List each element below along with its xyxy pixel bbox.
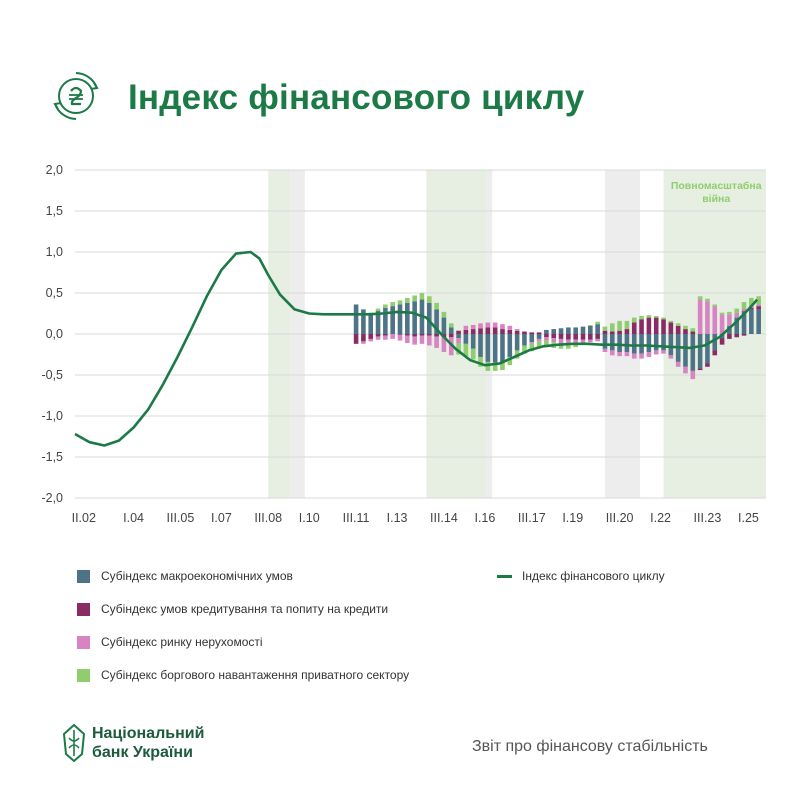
bar-macro <box>595 324 600 334</box>
y-tick-label: 1,0 <box>45 245 63 259</box>
bar-macro <box>405 303 410 334</box>
bar-credit <box>573 334 578 340</box>
y-tick-label: -2,0 <box>41 491 63 505</box>
bar-real_estate <box>595 339 600 341</box>
x-tick-label: III.20 <box>605 511 634 525</box>
bar-real_estate <box>632 354 637 359</box>
y-axis-ticks <box>41 163 63 505</box>
bar-credit <box>610 332 615 334</box>
bar-real_estate <box>734 313 739 318</box>
bar-debt <box>632 318 637 323</box>
bar-debt <box>691 328 696 331</box>
bar-real_estate <box>676 362 681 367</box>
bar-debt <box>588 325 593 326</box>
bar-credit <box>617 331 622 334</box>
bar-debt <box>442 312 447 318</box>
bar-macro <box>456 334 461 338</box>
bar-macro <box>478 334 483 357</box>
legend-item-index <box>497 569 665 583</box>
bar-credit <box>420 334 425 336</box>
bar-macro <box>398 304 403 334</box>
legend-swatch-index <box>497 575 512 578</box>
bar-credit <box>464 330 469 334</box>
bar-real_estate <box>610 350 615 355</box>
x-tick-label: I.10 <box>298 511 320 525</box>
bar-real_estate <box>669 355 674 358</box>
bar-real_estate <box>471 325 476 329</box>
y-tick-label: -1,0 <box>41 409 63 423</box>
report-title: Звіт про фінансову стабільність <box>472 738 708 755</box>
x-tick-label: III.17 <box>517 511 546 525</box>
x-tick-label: II.02 <box>71 511 96 525</box>
bar-debt <box>720 313 725 315</box>
y-tick-label: -0,5 <box>41 368 63 382</box>
nbu-name-line1: Національний <box>92 725 205 742</box>
bar-macro <box>412 301 417 334</box>
bar-debt <box>617 321 622 331</box>
bar-macro <box>639 334 644 354</box>
bar-debt <box>449 323 454 327</box>
bar-real_estate <box>537 339 542 341</box>
bar-real_estate <box>647 352 652 357</box>
bar-credit <box>486 327 491 334</box>
bar-credit <box>354 334 359 344</box>
war-annotation-line2: війна <box>702 193 731 205</box>
bar-credit <box>551 334 556 338</box>
bar-real_estate <box>456 338 461 343</box>
bar-credit <box>508 330 513 334</box>
bar-real_estate <box>705 301 710 334</box>
bar-credit <box>625 329 630 334</box>
bar-macro <box>647 334 652 352</box>
bar-real_estate <box>551 338 556 342</box>
x-tick-label: I.07 <box>210 511 232 525</box>
bar-real_estate <box>376 336 381 339</box>
bar-macro <box>756 309 761 334</box>
bar-credit <box>456 331 461 334</box>
legend-label-index: Індекс фінансового циклу <box>522 569 665 583</box>
bar-macro <box>617 334 622 352</box>
bar-real_estate <box>368 339 373 341</box>
bar-credit <box>661 319 666 334</box>
x-axis-ticks <box>72 511 759 525</box>
bar-real_estate <box>493 323 498 328</box>
bar-credit <box>720 338 725 345</box>
legend-item-real-estate <box>77 635 263 649</box>
bar-credit <box>529 332 534 334</box>
bar-real_estate <box>544 337 549 340</box>
y-tick-label: 1,5 <box>45 204 63 218</box>
legend-label-real-estate: Субіндекс ринку нерухомості <box>101 635 263 649</box>
bar-macro <box>493 334 498 363</box>
bar-real_estate <box>698 300 703 334</box>
y-tick-label: 0,0 <box>45 327 63 341</box>
bar-credit <box>449 334 454 337</box>
war-annotation-line1: Повномасштабна <box>670 180 762 192</box>
bar-credit <box>398 334 403 335</box>
bar-credit <box>376 334 381 336</box>
x-tick-label: I.13 <box>386 511 408 525</box>
x-tick-label: III.14 <box>430 511 458 525</box>
page-title: Індекс фінансового циклу <box>128 78 585 117</box>
legend-item-debt <box>77 668 409 682</box>
bar-debt <box>661 318 666 320</box>
bar-debt <box>705 299 710 301</box>
bar-macro <box>537 334 542 339</box>
bar-credit <box>742 334 747 336</box>
bar-credit <box>734 334 739 337</box>
bar-credit <box>383 334 388 336</box>
legend-swatch-real-estate <box>77 636 90 649</box>
bar-real_estate <box>500 324 505 329</box>
bar-real_estate <box>559 339 564 344</box>
bar-macro <box>683 334 688 367</box>
bar-credit <box>727 334 732 339</box>
x-tick-label: III.11 <box>342 511 370 525</box>
x-tick-label: III.23 <box>693 511 722 525</box>
legend-label-macro: Субіндекс макроекономічних умов <box>101 569 293 583</box>
bar-credit <box>434 334 439 336</box>
legend-swatch-macro <box>77 570 90 583</box>
bar-debt <box>486 362 491 371</box>
bar-real_estate <box>588 340 593 342</box>
bar-credit <box>603 331 608 334</box>
bar-real_estate <box>756 304 761 306</box>
bar-real_estate <box>617 352 622 356</box>
bar-credit <box>478 328 483 334</box>
bar-credit <box>537 332 542 334</box>
legend-label-debt: Субіндекс боргового навантаження приватного сектору <box>101 668 410 682</box>
bar-macro <box>529 334 534 342</box>
bar-debt <box>427 296 432 303</box>
bar-macro <box>551 329 556 334</box>
bar-credit <box>515 331 520 334</box>
nbu-logo-icon <box>62 724 86 762</box>
bar-real_estate <box>405 336 410 343</box>
bar-debt <box>595 322 600 324</box>
legend-swatch-debt <box>77 669 90 682</box>
bar-credit <box>712 350 717 355</box>
bar-real_estate <box>727 314 732 325</box>
legend-swatch-credit <box>77 603 90 616</box>
bar-macro <box>654 334 659 350</box>
bar-macro <box>581 327 586 334</box>
bar-credit <box>698 368 703 370</box>
bar-debt <box>405 298 410 303</box>
bar-real_estate <box>427 336 432 346</box>
x-tick-label: I.19 <box>562 511 584 525</box>
nbu-name-line2: банк України <box>92 744 193 761</box>
bar-macro <box>471 334 476 349</box>
bar-real_estate <box>515 329 520 331</box>
bar-credit <box>756 306 761 309</box>
bar-macro <box>566 327 571 334</box>
bar-macro <box>354 304 359 334</box>
stacked-bars <box>354 293 761 379</box>
bar-real_estate <box>661 350 666 353</box>
bar-credit <box>654 318 659 334</box>
bar-macro <box>515 334 520 350</box>
bar-macro <box>559 328 564 334</box>
bar-real_estate <box>639 354 644 359</box>
bar-macro <box>705 334 710 364</box>
bar-debt <box>383 304 388 307</box>
x-tick-label: III.08 <box>254 511 283 525</box>
bar-macro <box>749 309 754 334</box>
bar-real_estate <box>361 341 366 343</box>
y-tick-label: 2,0 <box>45 163 63 177</box>
y-tick-label: 0,5 <box>45 286 63 300</box>
bar-debt <box>669 321 674 323</box>
bar-real_estate <box>383 336 388 340</box>
bar-real_estate <box>691 371 696 379</box>
bar-credit <box>639 319 644 334</box>
x-tick-label: I.04 <box>123 511 144 525</box>
bar-debt <box>742 302 747 309</box>
bar-real_estate <box>720 314 725 334</box>
bar-real_estate <box>529 342 534 344</box>
bar-credit <box>588 334 593 340</box>
bar-credit <box>595 334 600 339</box>
bar-debt <box>471 349 476 360</box>
bar-macro <box>661 334 666 350</box>
bar-real_estate <box>603 349 608 352</box>
bar-real_estate <box>625 352 630 356</box>
bar-credit <box>669 323 674 334</box>
bar-credit <box>544 334 549 337</box>
bar-debt <box>712 304 717 306</box>
bar-real_estate <box>434 336 439 347</box>
bar-debt <box>647 315 652 317</box>
bar-credit <box>705 364 710 367</box>
bar-macro <box>588 326 593 334</box>
bar-macro <box>500 334 505 362</box>
bar-credit <box>632 323 637 334</box>
bar-macro <box>669 334 674 355</box>
bar-macro <box>603 334 608 349</box>
x-tick-label: I.25 <box>738 511 759 525</box>
bar-macro <box>486 334 491 362</box>
bar-macro <box>610 334 615 350</box>
bar-real_estate <box>390 334 395 339</box>
bar-credit <box>647 318 652 334</box>
bar-real_estate <box>464 326 469 330</box>
bar-debt <box>734 309 739 313</box>
x-tick-label: I.22 <box>650 511 672 525</box>
bar-macro <box>698 334 703 368</box>
bar-real_estate <box>508 326 513 330</box>
bar-debt <box>603 327 608 331</box>
bar-credit <box>522 332 527 334</box>
bar-real_estate <box>398 335 403 341</box>
bar-credit <box>566 334 571 340</box>
bar-credit <box>581 334 586 340</box>
bar-real_estate <box>654 350 659 354</box>
bar-debt <box>376 309 381 311</box>
bar-debt <box>625 321 630 329</box>
bar-macro <box>368 314 373 334</box>
bar-macro <box>442 318 447 334</box>
bar-credit <box>493 327 498 334</box>
bar-credit <box>412 334 417 336</box>
bar-credit <box>368 334 373 339</box>
bar-debt <box>434 303 439 310</box>
bar-credit <box>427 334 432 336</box>
bar-macro <box>712 334 717 350</box>
bar-credit <box>676 326 681 334</box>
bar-credit <box>471 329 476 334</box>
bar-real_estate <box>420 336 425 344</box>
bar-debt <box>654 316 659 318</box>
legend-item-macro <box>77 569 293 583</box>
legend-label-credit: Субіндекс умов кредитування та попиту на кредити <box>101 602 389 616</box>
bar-real_estate <box>412 336 417 344</box>
bar-macro <box>508 334 513 357</box>
bar-credit <box>683 329 688 334</box>
bar-macro <box>390 306 395 334</box>
bar-credit <box>361 334 366 341</box>
bar-debt <box>698 296 703 299</box>
bar-credit <box>500 329 505 334</box>
bar-debt <box>610 323 615 331</box>
bar-macro <box>464 334 469 344</box>
bar-real_estate <box>683 367 688 374</box>
bar-macro <box>522 334 527 345</box>
x-tick-label: I.16 <box>474 511 496 525</box>
bar-real_estate <box>712 306 717 334</box>
bar-macro <box>573 327 578 334</box>
bar-macro <box>632 334 637 354</box>
bar-debt <box>412 295 417 301</box>
bar-macro <box>691 334 696 371</box>
bar-macro <box>544 330 549 334</box>
bar-debt <box>683 326 688 329</box>
bar-real_estate <box>478 323 483 328</box>
bar-debt <box>390 302 395 306</box>
x-tick-label: III.05 <box>166 511 195 525</box>
bar-debt <box>639 316 644 319</box>
bar-credit <box>691 332 696 334</box>
bar-credit <box>405 334 410 336</box>
bar-macro <box>449 327 454 334</box>
nbu-name <box>92 724 204 762</box>
bar-real_estate <box>486 323 491 328</box>
bar-debt <box>676 323 681 325</box>
bar-debt <box>398 300 403 304</box>
bar-debt <box>727 312 732 314</box>
bar-debt <box>420 293 425 300</box>
bar-macro <box>625 334 630 352</box>
legend-item-credit <box>77 602 388 616</box>
bar-credit <box>559 334 564 339</box>
y-tick-label: -1,5 <box>41 450 63 464</box>
